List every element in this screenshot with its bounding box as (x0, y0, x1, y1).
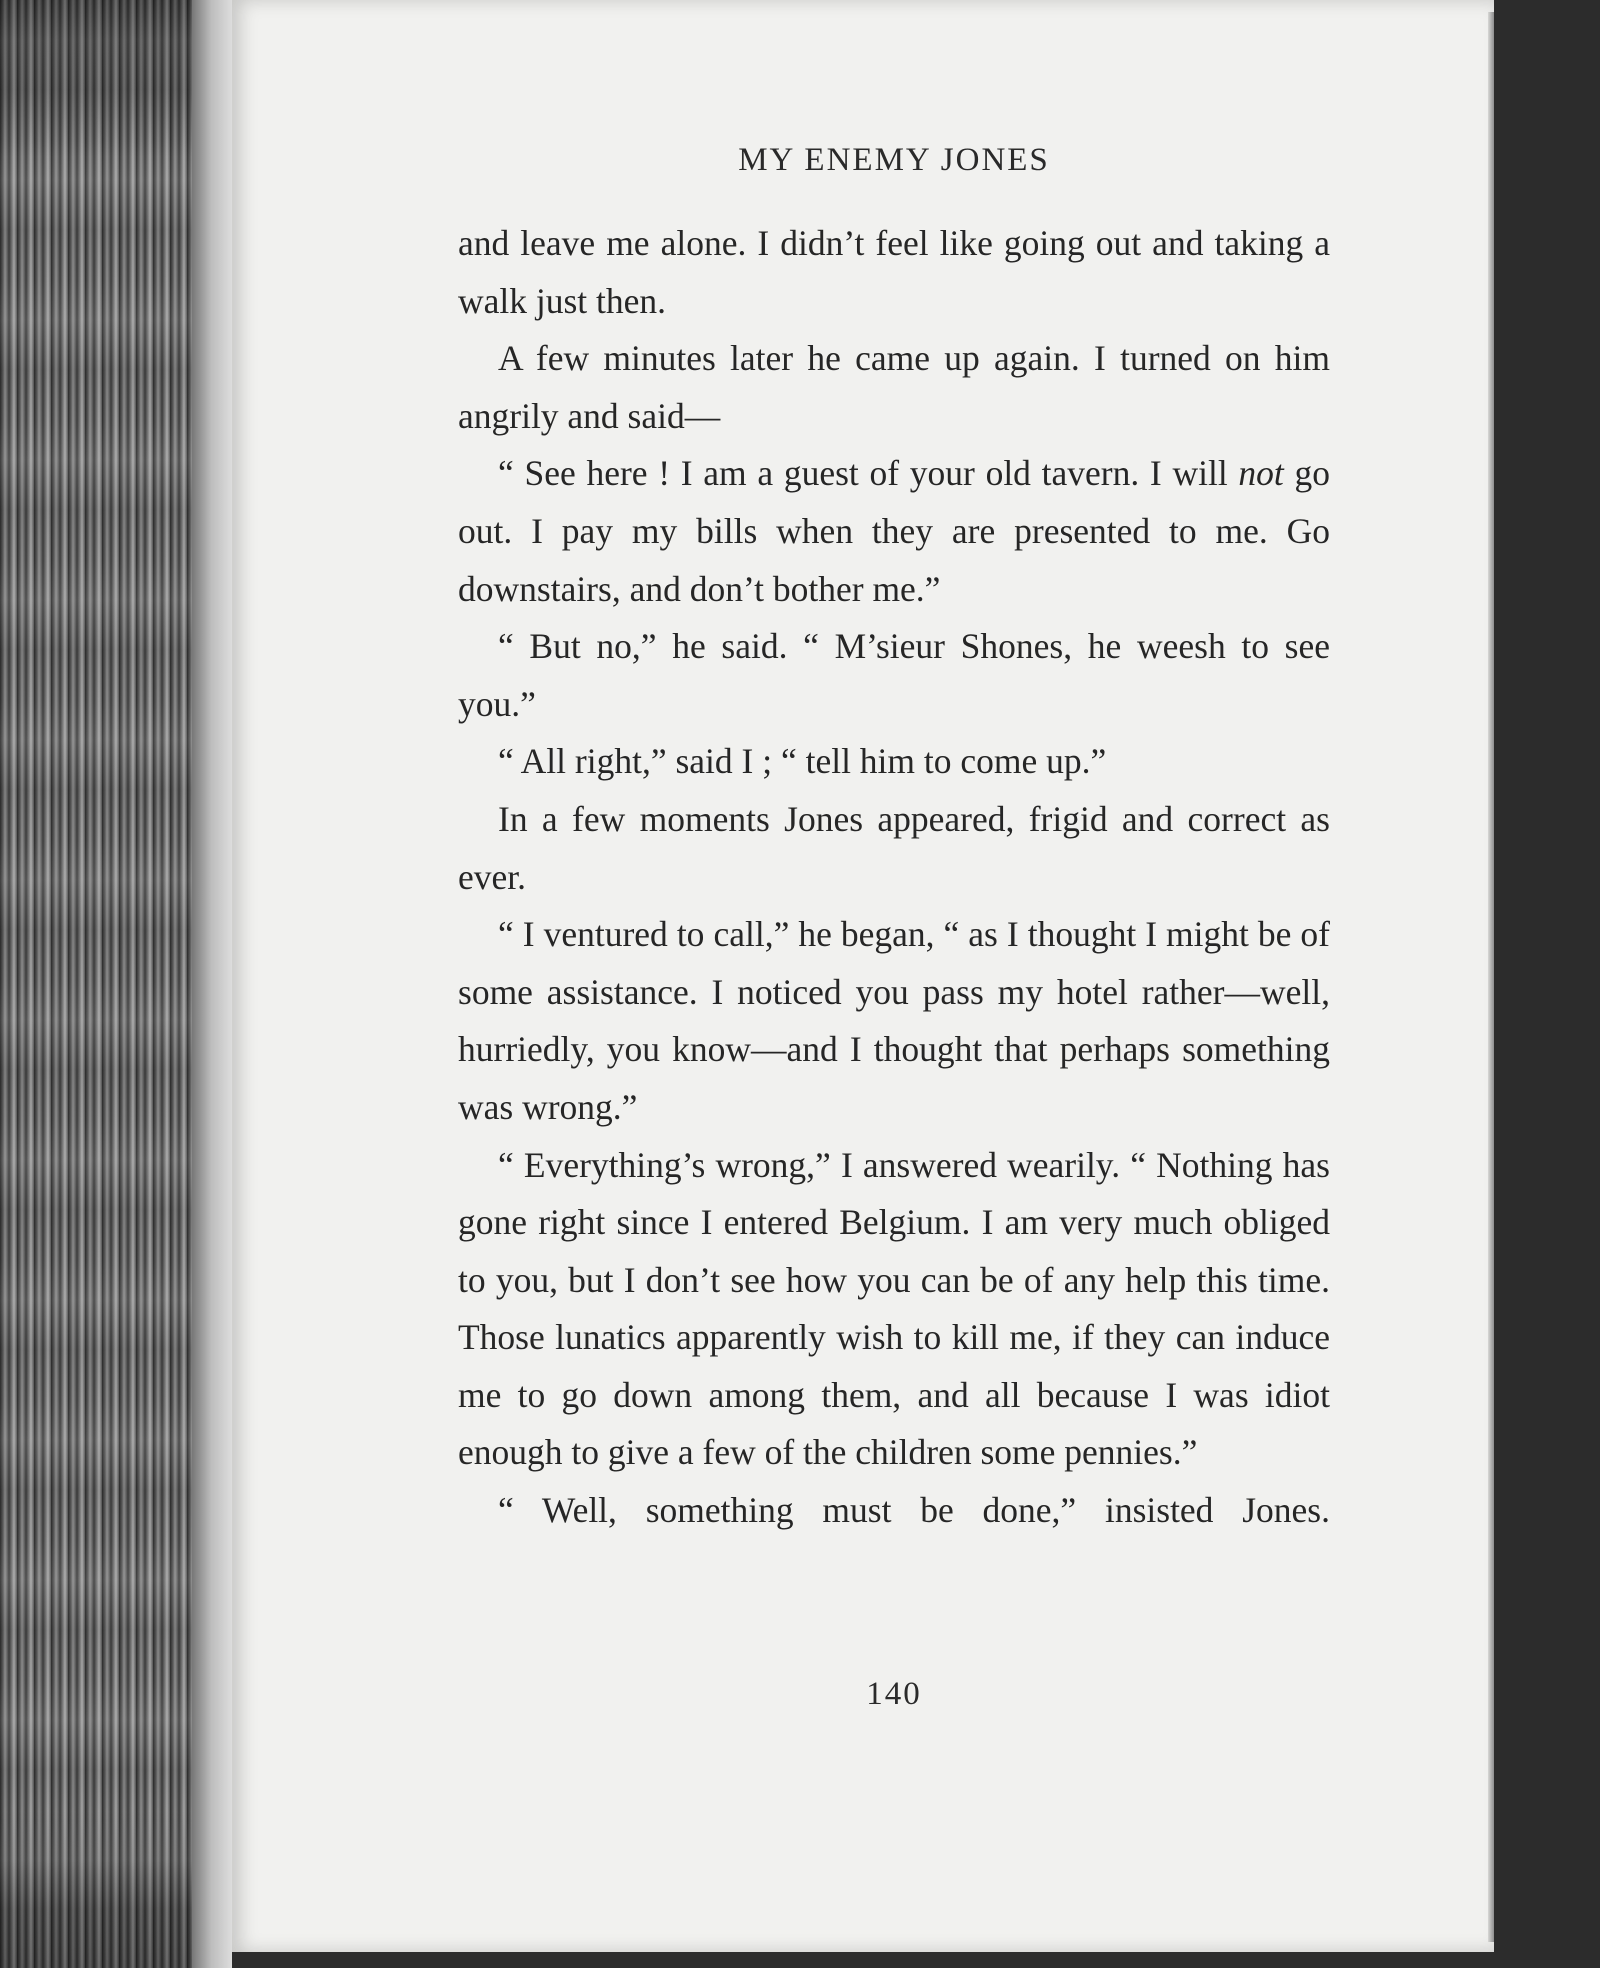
paragraph-text: go out. I pay my bills when they are presented to me. Go downstairs, and don’t bother me.” (458, 453, 1330, 609)
paragraph-text: “ See here ! I am a guest of your old tavern. I will (498, 453, 1239, 494)
paragraph: A few minutes later he came up again. I turned on him angrily and said— (458, 338, 1330, 436)
body-text (458, 215, 1330, 1540)
paragraph: “ But no,” he said. “ M’sieur Shones, he weesh to see you.” (458, 626, 1330, 724)
page-number: 140 (866, 1676, 922, 1712)
paragraph: “ Well, something must be done,” insisted Jones. (498, 1490, 1330, 1531)
paragraph: “ I ventured to call,” he began, “ as I thought I might be of some assistance. I noticed you pass my hotel rather—well, hurriedly, you know—and I thought that perhaps something was wrong.” (458, 914, 1330, 1127)
scan-border-bottom (232, 1952, 1600, 1968)
paragraph: In a few moments Jones appeared, frigid and correct as ever. (458, 798, 1330, 897)
scan-border-right (1494, 0, 1600, 1968)
running-head: MY ENEMY JONES (738, 142, 1050, 178)
paragraph: “ All right,” said I ; “ tell him to come up.” (498, 741, 1107, 782)
paragraph: and leave me alone. I didn’t feel like going out and taking a walk just then. (458, 223, 1330, 321)
paragraph (458, 445, 1330, 618)
paragraph: “ Everything’s wrong,” I answered wearily. “ Nothing has gone right since I entered Belgium. I am very much obliged to you, but I don’t see how you can be of any help this time. Those lunatics apparently wish to kill me, if they can induce me to go down among them, and all because I was idiot enough to give a few of the children some pennies.” (458, 1144, 1330, 1473)
emphasis-text: not (1238, 453, 1284, 494)
